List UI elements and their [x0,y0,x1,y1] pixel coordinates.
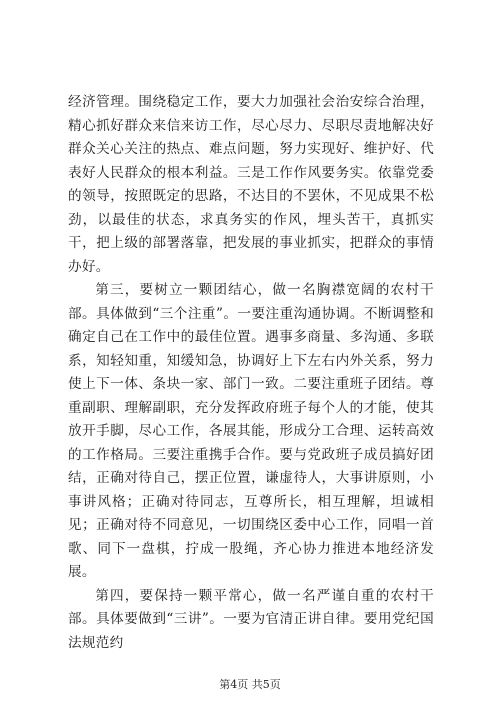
paragraph-3: 第四，要保持一颗平常心，做一名严谨自重的农村干部。具体要做到“三讲”。一要为官清正讲自律。要用党纪国法规范约 [68,587,434,651]
paragraph-2: 第三，要树立一颗团结心，做一名胸襟宽阔的农村干部。具体做到“三个注重”。一要注重沟通协调。不断调整和确定自己在工作中的最佳位置。遇事多商量、多沟通、多联系，知轻知重，知缓知急，协调好上下左右内外关系，努力使上下一体、条块一家、部门一致。二要注重班子团结。尊重副职、理解副职，充分发挥政府班子每个人的才能，使其放开手脚，尽心工作，各展其能，形成分工合理、运转高效的工作格局。三要注重携手合作。要与党政班子成员搞好团结，正确对待自己，摆正位置，谦虚待人，大事讲原则，小事讲风格；正确对待同志，互尊所长，相互理解，坦诚相见；正确对待不同意见，一切围绕区委中心工作，同唱一首歌、同下一盘棋，拧成一股绳，齐心协力推进本地经济发展。 [68,282,434,580]
page-footer: 第4页 共5页 [219,678,281,691]
paragraph-1: 经济管理。围绕稳定工作，要大力加强社会治安综合治理，精心抓好群众来信来访工作，尽心尽力、尽职尽责地解决好群众关心关注的热点、难点问题，努力实现好、维护好、代表好人民群众的根本利益。三是工作作风要务实。依靠党委的领导，按照既定的思路，不达目的不罢休，不见成果不松劲，以最佳的状态，求真务实的作风，埋头苦干，真抓实干，把上级的部署落靠，把发展的事业抓实，把群众的事情办好。 [68,94,434,275]
document-body [68,91,434,655]
